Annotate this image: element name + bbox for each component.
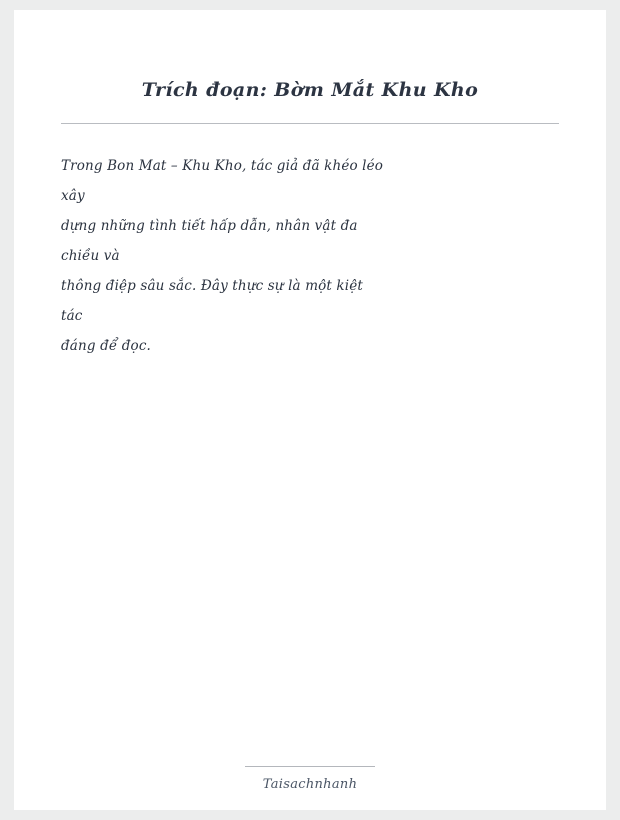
body-line: dựng những tình tiết hấp dẫn, nhân vật đa xyxy=(61,217,358,234)
footer-attribution: Taisachnhanh xyxy=(262,777,358,792)
body-line: Trong Bon Mat – Khu Kho, tác giả đã khéo léo xyxy=(61,157,384,174)
document-page xyxy=(14,10,606,810)
body-line: chiều và xyxy=(61,247,120,264)
page-title: Trích đoạn: Bờm Mắt Khu Kho xyxy=(141,79,479,101)
body-line: thông điệp sâu sắc. Đây thực sự là một kiệt xyxy=(61,277,363,294)
body-line: đáng để đọc. xyxy=(61,337,151,354)
title-divider xyxy=(61,123,559,124)
body-line: xây xyxy=(61,187,85,204)
page-footer xyxy=(14,766,606,792)
body-line: tác xyxy=(61,307,83,324)
document-body xyxy=(61,152,559,362)
footer-divider xyxy=(245,766,375,767)
